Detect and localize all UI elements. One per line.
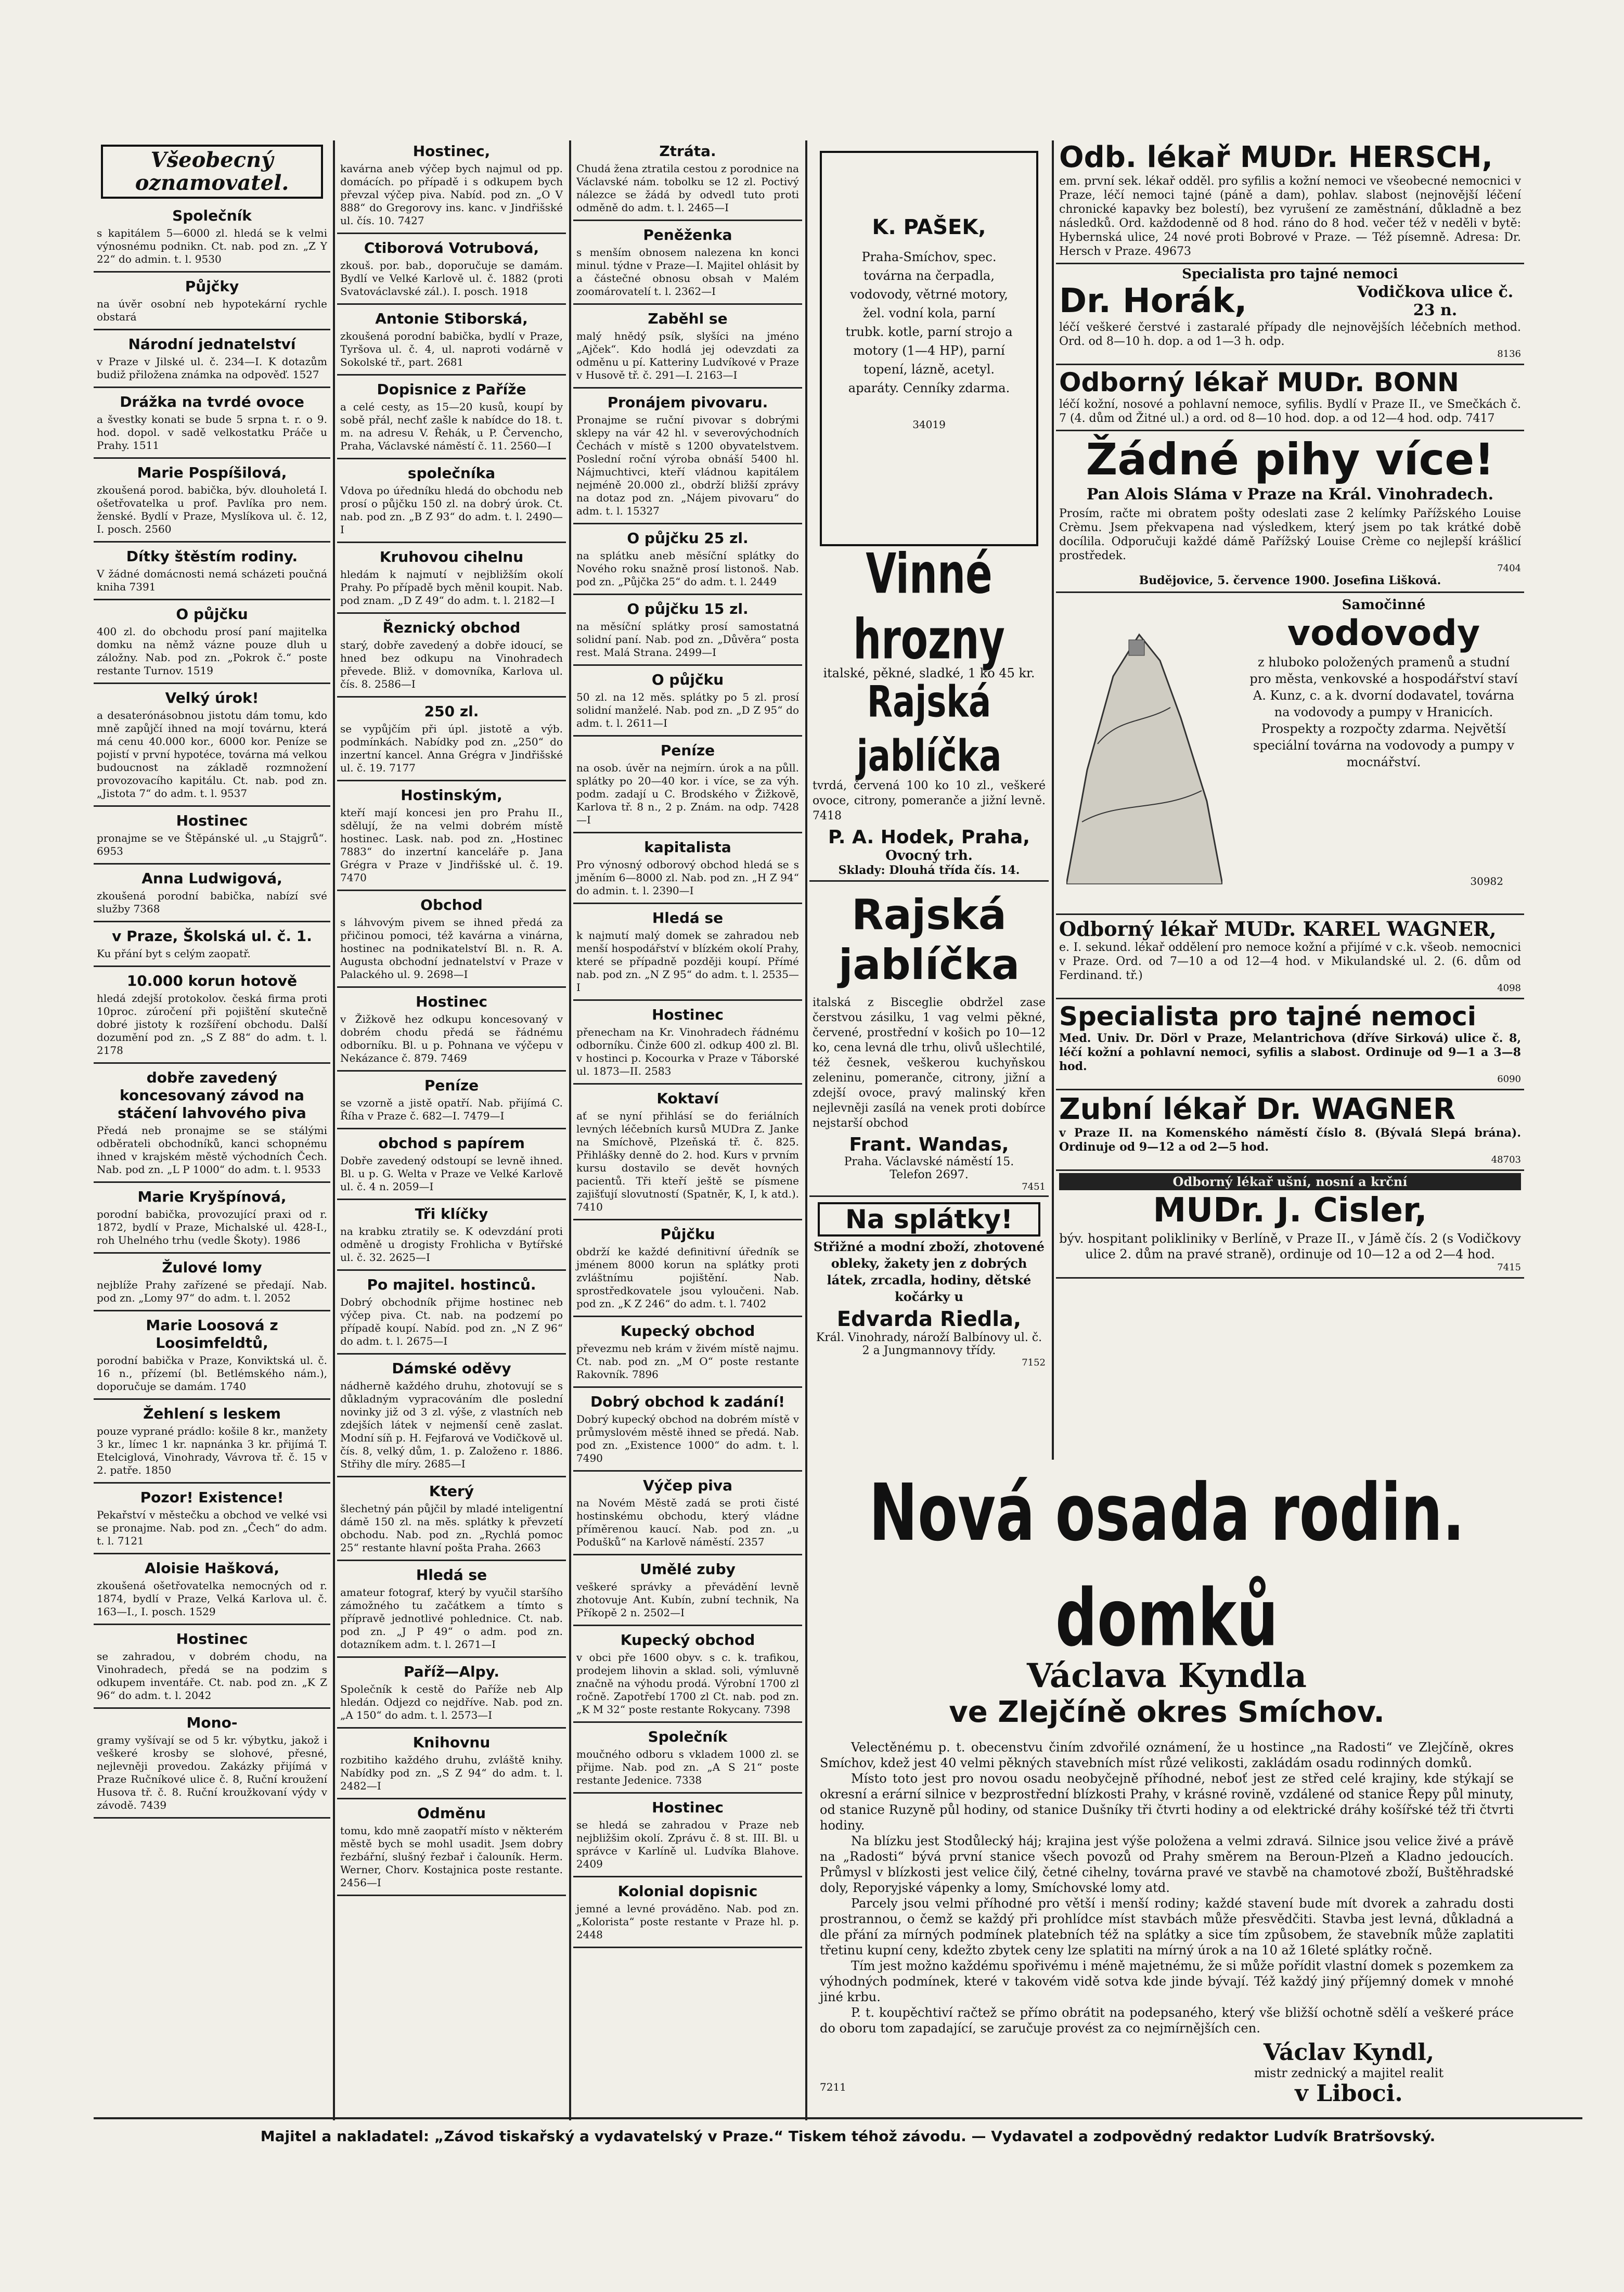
- classified-ad: [94, 546, 330, 600]
- classified-ad: [337, 379, 566, 459]
- ad-title: Dítky štěstím rodiny.: [126, 548, 298, 565]
- classified-ad: [94, 1712, 330, 1819]
- ad-title: Který: [429, 1483, 474, 1500]
- vodovody-title: vodovody: [1287, 613, 1480, 654]
- rajska2-ad: [809, 882, 1049, 1197]
- ad-text: s kapitálem 5—6000 zl. hledá se k velmi výnosnému podnikn. Ct. nab. pod zn. „Z Y 22“ do admin. t. l. 9530: [97, 227, 327, 265]
- classified-ad: [573, 1797, 802, 1877]
- ad-title: Tři klíčky: [415, 1205, 488, 1222]
- classified-ad: [573, 1629, 802, 1723]
- ad-title: Hledá se: [652, 909, 724, 926]
- ad-title: O půjčku: [651, 671, 724, 688]
- ad-title: Velký úrok!: [165, 689, 259, 706]
- specialista-ad: [1056, 999, 1524, 1090]
- ad-text: V žádné domácnosti nemá scházeti poučná kniha 7391: [97, 568, 327, 593]
- ad-text: 400 zl. do obchodu prosí paní majitelka domku na němž vázne pouze dluh u záložny. Nab. pod zn. „Pokrok č.“ poste restante Turnov. 1519: [97, 625, 327, 677]
- classified-ad: [573, 669, 802, 737]
- ad-title: Kupecký obchod: [620, 1631, 755, 1649]
- cisler-num: 7415: [1497, 1262, 1521, 1273]
- footer-imprint: Majitel a nakladatel: „Závod tiskařský a vydavatelský v Praze.“ Tiskem téhož závodu. — Vydavatel a zodpovědný redaktor Ludvík Bratršovský.: [260, 2128, 1436, 2145]
- ad-title: 10.000 korun hotově: [126, 972, 298, 989]
- classified-ad: [94, 1557, 330, 1625]
- classified-ad: [573, 907, 802, 1001]
- ad-text: zkoušená porod. babička, býv. dlouholetá I. ošetřovatelka u prof. Pavlíka pro nem. ženské. Bydlí v Praze, Myslíkova ul. č. 12, I. posch. 2560: [97, 484, 327, 535]
- vinne-text: italské, pěkné, sladké, 1 ko 45 kr.: [823, 666, 1035, 680]
- ad-text: v Praze v Jilské ul. č. 234—I. K dotazům budiž přiložena známka na odpověď. 1527: [97, 355, 327, 381]
- ad-title: Mono-: [186, 1714, 238, 1731]
- ad-title: Kolonial dopisnic: [617, 1883, 758, 1900]
- specialista-text: Med. Univ. Dr. Dörl v Praze, Melantrichova (dříve Sirková) ulice č. 8, léčí kožní a pohlavní nemoci, syfilis a slabost. Ordinuje od 9—1 a 3—8 hod.: [1059, 1032, 1521, 1073]
- ad-text: na Novém Městě zadá se proti čisté hostinskému obchodu, který vládne příměrenou kaucí. Nab. pod zn. „u Podušků“ na Karlově náměstí. 2357: [576, 1497, 799, 1548]
- classified-ad: [94, 925, 330, 967]
- ad-text: ať se nyní přihlásí se do feriálních levných léčebních kursů MUDra Z. Janke na Smíchově, Plzeňská tř. č. 825. Přihlášky denně do 2. hod. Kurs v prvním kursu dostavilo se devět hovných pacientů. Tři kteří ještě se písmene zajišťují slovutností (Spatněr, K, I, k atd.). 7410: [576, 1110, 799, 1213]
- pihy-sub: Pan Alois Sláma v Praze na Král. Vinohradech.: [1086, 485, 1494, 504]
- kyndl-osada-ad: [809, 1467, 1524, 2107]
- classified-ad: [573, 1881, 802, 1948]
- vinne-hrozny-ad: [809, 541, 1049, 882]
- ad-text: Pekařství v městečku a obchod ve velké vsi se pronajme. Nab. pod zn. „Čech“ do adm. t. l. 7121: [97, 1509, 327, 1547]
- ad-title: Národní jednatelství: [128, 336, 296, 353]
- wagner2-text: v Praze II. na Komenského náměstí číslo 8. (Bývalá Slepá brána). Ordinuje od 9—12 a od 2—5 hod.: [1059, 1126, 1521, 1154]
- wagner1-title: Odborný lékař MUDr. KAREL WAGNER,: [1059, 917, 1497, 941]
- ad-text: zkoušená porodní babička, bydlí v Praze, Tyršova ul. č. 4, ul. naproti vodárně v Sokolské tř., part. 2681: [340, 330, 563, 368]
- classified-ad: [573, 1320, 802, 1388]
- ad-text: na splátku aneb měsíční splátky do Nového roku snažně prosí listonoš. Nab. pod zn. „Půjčka 25“ do adm. t. l. 2449: [576, 549, 799, 588]
- ad-title: Marie Kryšpínová,: [137, 1188, 287, 1205]
- ad-title: Antonie Stiborská,: [375, 310, 528, 327]
- classified-ad: [573, 1391, 802, 1472]
- kyndl-text6: P. t. koupěchtiví račtež se přímo obrátit na podepsaného, který vše bližší ochotně sdělí a veškeré práce do oboru tom zapadající, se zaručuje provést za co nejmírnějších cen.: [820, 2005, 1514, 2036]
- wandas-name: Frant. Wandas,: [849, 1134, 1009, 1155]
- classified-ad: [573, 308, 802, 389]
- splatky-ad: [809, 1197, 1049, 1371]
- ad-title: Půjčku: [660, 1226, 715, 1243]
- classified-ad: [573, 1559, 802, 1626]
- ad-text: veškeré správky a převádění levně zhotovuje Ant. Kubín, zubní technik, Na Příkopě 2 n. 2502—I: [576, 1580, 799, 1619]
- classified-ad: [94, 868, 330, 922]
- classified-ad: [94, 603, 330, 684]
- ad-text: gramy vyšívají se od 5 kr. výbytku, jakož i veškeré krosby se slohové, přesné, nejlevněji provedou. Zakázky přijímá v Praze Ručníkové ulice č. 8, Ruční kroužení Husova tř. č. 8. Ruční kroužkovaní výdy v závodě. 7439: [97, 1734, 327, 1811]
- rajska1-text: tvrdá, červená 100 ko 10 zl., veškeré ovoce, citrony, pomeranče a jižní levně. 7418: [813, 779, 1046, 822]
- classified-ad: [337, 1358, 566, 1477]
- kyndl-sub2: ve Zlejčíně okres Smíchov.: [949, 1695, 1385, 1729]
- ad-title: Výčep piva: [642, 1477, 733, 1494]
- pasek-num: 34019: [912, 418, 946, 431]
- ad-title: Peníze: [424, 1077, 479, 1094]
- classified-ad: [94, 1403, 330, 1484]
- ad-title: Hostinec,: [413, 143, 491, 160]
- classified-ad: [94, 687, 330, 807]
- ad-text: v obci pře 1600 obyv. s c. k. trafikou, prodejem lihovin a sklad. soli, výmluvně značně na výhodu prodá. Výrobní 1700 zl ročně. Zapotřebí 1700 zl Ct. nab. pod zn. „K M 32“ poste restante Rokycany. 7398: [576, 1651, 799, 1716]
- kyndl-text2: Místo toto jest pro novou osadu neobyčejně příhodné, neboť jest ze střed celé krajiny, kde stýkají se okresní a erární silnice v bezprostřední blízkosti Prahy, v krásné rovině, vzdálené od stanice Řepy půl minuty, od stanice Ruzyně půl hodiny, od stanice Dušníky tři čtvrti hodiny a od elektrické dráhy košířské též tři čtvrti hodiny.: [820, 1771, 1514, 1833]
- ad-title: Odměnu: [417, 1805, 486, 1822]
- ad-title: Hostinec: [652, 1006, 724, 1023]
- column-divider: [569, 140, 571, 2120]
- classified-ad: [337, 1564, 566, 1658]
- ad-text: Dobře zavedený odstoupí se levně ihned. Bl. u p. G. Welta v Praze ve Velké Karlově ul. č. 4 n. 2059—I: [340, 1154, 563, 1193]
- kyndl-sub1: Václava Kyndla: [1027, 1656, 1307, 1695]
- ad-title: Pozor! Existence!: [140, 1489, 284, 1506]
- ad-text: převezmu neb krám v živém místě najmu. Ct. nab. pod zn. „M O“ poste restante Rakovník. 7896: [576, 1342, 799, 1381]
- vodovody-text: z hluboko položených pramenů a studní pro města, venkovské a hospodářství staví A. Kunz, c. a k. dvorní dodavatel, továrna na vodovody a pumpy v Hranicích. Prospekty a rozpočty zdarma. Největší speciální továrna na vodovody a pumpy v mocnářství.: [1249, 655, 1518, 769]
- ad-text: tomu, kdo mně zaopatří místo v některém městě bych se mohl usadit. Jsem dobry řezbářní, slušný řezbař i čalouník. Herm. Werner, Chorv. Kostajnica poste restante. 2456—I: [340, 1824, 563, 1889]
- ad-text: a celé cesty, as 15—20 kusů, koupí by sobě přál, nechť zašle k nabídce do 18. t. m. na adresu V. Řehák, u P. Červencho, Praha, Václavské náměstí č. 11. 2560—I: [340, 401, 563, 452]
- classified-ad: [337, 784, 566, 891]
- splatky-text: Střižné a modní zboží, zhotovené obleky, žakety jen z dobrých látek, zrcadla, hodiny, dětské kočárky u: [814, 1239, 1045, 1304]
- horak-pre: Specialista pro tajné nemoci: [1182, 266, 1398, 282]
- wagner1-text: e. I. sekund. lékař oddělení pro nemoce kožní a přijímé v c.k. všeob. nemocnici v Praze. Ord. od 7—10 a od 12—4 hod. v Mikulandské ul. 2. (6. dům od Ferdinand. tř.): [1059, 941, 1521, 982]
- horak-name: Dr. Horák,: [1059, 282, 1247, 320]
- bonn-text: léčí kožní, nosové a pohlavní nemoce, syfilis. Bydlí v Praze II., ve Smečkách č. 7 (4. dům od Žitné ul.) a ord. od 8—10 hod. dop. a od 12—4 hod. odp. 7417: [1059, 398, 1521, 425]
- wagner2-ad: [1056, 1090, 1524, 1171]
- footer-rule: [94, 2117, 1582, 2119]
- classified-ad: [337, 462, 566, 543]
- classified-ad: [337, 1203, 566, 1271]
- ad-title: Půjčky: [185, 278, 239, 295]
- ad-text: se vypůjčím při úpl. jistotě a výb. podmínkách. Nabídky pod zn. „250“ do inzertní kancel. Anna Grégra v Jindřišské ul. č. 19. 7177: [340, 723, 563, 774]
- pihy-text: Prosím, račte mi obratem pošty odeslati zase 2 kelímky Pařížského Louise Crèmu. Jsem překvapena nad výsledkem, který jsem po tak krátké době docílila. Odporučuji každé dámě Pařížský Louise Crème co nejlepší krášlicí prostředek.: [1059, 507, 1521, 562]
- ad-title: Peněženka: [643, 226, 732, 243]
- vinne-title: Vinné hrozny: [853, 541, 1005, 672]
- ad-text: zkoušená porodní babička, nabízí své služby 7368: [97, 890, 327, 915]
- ad-text: hledám k najmutí v nejbližším okolí Prahy. Po případě bych měnil koupit. Nab. pod znam. „D Z 49“ do adm. t. l. 2182—I: [340, 568, 563, 607]
- ad-title: Hostinec: [176, 812, 248, 829]
- rajska1-title: Rajská jablíčka: [856, 677, 1002, 782]
- ad-title: Hostinec: [176, 1630, 248, 1647]
- ad-text: obdrží ke každé definitivní úředník se jménem 8000 korun na splátky proti zvláštnímu pojištění. Nab. sprostředkovatele jsou vyloučeni. Nab. pod zn. „K Z 246“ do adm. t. l. 7402: [576, 1245, 799, 1310]
- ad-text: Ku přání byt s celým zaopatř.: [97, 947, 251, 960]
- ad-text: na osob. úvěr na nejmírn. úrok a na půll. splátky po 20—40 kor. i více, se za výh. podm. zadají u C. Brodského v Žižkově, Karlova tř. 8 n., 2 p. Znám. na odp. 7428—I: [576, 762, 799, 826]
- hersch-text: em. první sek. lékař odděl. pro syfilis a kožní nemoci ve všeobecné nemocnici v Praze, léčí nemoci tajné (páně a dam), pohlav. slabost (nejnovější léčení chronické kapavky bez bolestí), bez vyrušení ze zaměstnání, důkladně a bez následků. Ord. každodenně od 8 hod. ráno do 8 hod. večer též v neděli v bytě: Hybernská ulice, 24 nové proti Bobrové v Praze. — Též písemně. Adresa: Dr. Hersch v Praze. 49673: [1059, 175, 1521, 258]
- classified-ad: [94, 391, 330, 459]
- kyndl-text3: Na blízku jest Stodůlecký háj; krajina jest výše položena a velmi zdravá. Silnice jsou velice živé a právě na „Radosti“ bývá první stanice všech povozů od Prahy směrem na Beroun-Plzeň a Kladno jedoucích. Průmysl v blízkosti jest velice čilý, četné cihelny, továrna pravé ve stavbě na chamotové zboží, Buštěhradské doly, Reporyjské vápenky a lomy, Smíchovské lomy atd.: [820, 1834, 1514, 1895]
- wagner2-title: Zubní lékař Dr. WAGNER: [1059, 1092, 1456, 1126]
- column-3: [573, 140, 802, 2126]
- classified-ad: [573, 140, 802, 221]
- classified-ad: [573, 1224, 802, 1317]
- ad-text: hledá zdejší protokolov. česká firma proti 10proc. zúročení při pojištění skutečně dobré jistoty k rozšíření obchodu. Další dozumění pod zn. „S Z 88“ do adm. t. l. 2178: [97, 992, 327, 1057]
- ad-text: 50 zl. na 12 měs. splátky po 5 zl. prosí solidní manželé. Nab. pod zn. „D Z 95“ do adm. t. l. 2611—I: [576, 691, 799, 729]
- wagner1-ad: [1056, 915, 1524, 999]
- wandas-num: 7451: [1022, 1181, 1046, 1192]
- ad-title: Hledá se: [416, 1566, 487, 1583]
- classified-ad: [337, 617, 566, 698]
- ad-text: jemné a levné prováděno. Nab. pod zn. „Kolorista“ poste restante v Praze hl. p. 2448: [576, 1902, 799, 1941]
- kyndl-place: v Liboci.: [1295, 2080, 1403, 2107]
- wandas-addr: Praha. Václavské náměstí 15.: [844, 1155, 1014, 1168]
- horak-ad: [1056, 264, 1524, 365]
- ad-title: Po majitel. hostinců.: [367, 1276, 536, 1293]
- classified-ad: [573, 1726, 802, 1794]
- classified-ad: [94, 205, 330, 273]
- horak-num: 8136: [1497, 349, 1521, 359]
- classified-ad: [337, 1274, 566, 1355]
- column-divider: [1052, 140, 1054, 1460]
- cisler-name: MUDr. J. Cisler,: [1153, 1191, 1427, 1230]
- classified-ad: [94, 333, 330, 388]
- ad-title: Hostinským,: [401, 787, 502, 804]
- ad-text: Dobrý kupecký obchod na dobrém místě v průmyslovém městě ihned se předá. Nab. pod zn. „Existence 1000“ do adm. t. l. 7490: [576, 1413, 799, 1464]
- classified-ad: [573, 527, 802, 595]
- kyndl-num: 7211: [820, 2081, 846, 2093]
- classified-ad: [94, 1487, 330, 1554]
- ad-title: Koktaví: [656, 1090, 719, 1107]
- column-1: [94, 140, 330, 2126]
- ad-title: Anna Ludwigová,: [141, 870, 282, 887]
- ad-title: Zaběhl se: [648, 310, 728, 327]
- ad-title: Kruhovou cihelnu: [379, 548, 524, 565]
- kyndl-text4: Parcely jsou velmi příhodné pro větší i menší rodiny; každé stavení bude mít dvorek a zahradu dosti prostrannou, o čemž se každý při prohlídce míst stavbách může přesvědčiti. Stavba jest levná, důkladná a dle přání za mírných podmínek platebních též na splátky a sice tím způsobem, že stavebník může zaplatiti třetinu kupní ceny, kdežto zbytek ceny lze splatiti na mírný úrok a na 10 až 16leté splátky ročně.: [820, 1896, 1514, 1958]
- kyndl-sign: Václav Kyndl,: [1263, 2039, 1435, 2066]
- ad-title: Obchod: [420, 896, 483, 913]
- ad-text: Dobrý obchodník přijme hostinec neb výčep piva. Ct. nab. na podzemí po případě koupí. Nabíd. pod zn. „N Z 96“ do adm. t. l. 2675—I: [340, 1296, 563, 1347]
- classified-ad: [94, 1257, 330, 1311]
- pihy-num: 7404: [1497, 563, 1521, 574]
- ad-title: Paříž—Alpy.: [404, 1663, 499, 1680]
- rajska2-text: italská z Bisceglie obdržel zase čerstvou zásilku, 1 vag velmi pěkné, červené, prostřední v košich po 10—12 ko, cena levná dle trhu, olivů ušlechtilé, též česnek, veškerou kuchyňskou zeleninu, pomeranče, citrony, jižní a zdejší ovoce, pravý malinský křen nejlevněji zasílá na venek proti dobírce nejstarší obchod: [813, 996, 1046, 1130]
- ad-title: obchod s papírem: [378, 1135, 525, 1152]
- classified-ad: [94, 1315, 330, 1400]
- ad-text: porodní babička, provozující praxi od r. 1872, bydlí v Praze, Michalské ul. 428-I., roh Uhelného trhu (vedle Škoty). 1986: [97, 1208, 327, 1246]
- ad-text: se vzorně a jistě opatří. Nab. přijímá C. Říha v Praze č. 682—I. 7479—I: [340, 1097, 563, 1122]
- classified-ad: [94, 1628, 330, 1709]
- ad-title: Řeznický obchod: [382, 619, 521, 636]
- ad-text: na úvěr osobní neb hypotekární rychle obstará: [97, 298, 327, 323]
- ad-title: Hostinec: [416, 993, 487, 1010]
- splatky-title: Na splátky!: [818, 1202, 1040, 1237]
- ad-text: pronajme se ve Štěpánské ul. „u Stajgrů“. 6953: [97, 832, 327, 857]
- cisler-pre: Odborný lékař ušní, nosní a krční: [1059, 1173, 1521, 1190]
- ad-title: Peníze: [660, 742, 715, 759]
- column-divider: [333, 140, 335, 2120]
- ad-title: Marie Pospíšilová,: [137, 464, 287, 481]
- ad-title: Žehlení s leskem: [143, 1405, 281, 1422]
- pasek-text: Praha-Smíchov, spec. továrna na čerpadla, vodovody, větrné motory, žel. vodní kola, parní trubk. kotle, parní strojo a motory (1—4 HP), parní topení, lázně, acetyl. aparáty. Cenníky zdarma.: [845, 250, 1013, 395]
- hodek-addr: Sklady: Dlouhá třída čís. 14.: [838, 864, 1020, 877]
- ad-text: Pronajme se ruční pivovar s dobrými sklepy na vár 42 hl. v severovýchodních Čechách v místě s 1200 obyvatelstvem. Poslední roční výroba obnáší 5400 hl. Nájmuchtivci, kteří vládnou kapitálem nejméně 20.000 zl., obdrží bližší zprávy na dotaz pod zn. „Nájem pivovaru“ do adm. t. l. 15327: [576, 414, 799, 517]
- ad-title: v Praze, Školská ul. č. 1.: [112, 928, 312, 945]
- pihy-title: Žádné pihy více!: [1086, 434, 1494, 485]
- ad-text: nejblíže Prahy zařízené se předají. Nab. pod zn. „Lomy 97“ do adm. t. l. 2052: [97, 1279, 327, 1304]
- classified-ad: [573, 598, 802, 666]
- kyndl-sign2: mistr zednický a majitel realit: [1254, 2066, 1444, 2080]
- classified-ad: [573, 740, 802, 833]
- classified-ad: [94, 970, 330, 1064]
- ad-text: se zahradou, v dobrém chodu, na Vinohradech, předá se na podzim s odkupem inventáře. Ct. nab. pod zn. „K Z 96“ do adm. t. l. 2042: [97, 1650, 327, 1702]
- ad-title: Dobrý obchod k zadání!: [590, 1393, 785, 1410]
- hersch-title: Odb. lékař MUDr. HERSCH,: [1059, 140, 1493, 174]
- ad-text: pouze vyprané prádlo: košile 8 kr., manžety 3 kr., límec 1 kr. napnánka 3 kr. přijímá T. Etelciglová, Vinohrady, Vávrova tř. č. 15 v 2. patře. 1850: [97, 1425, 327, 1476]
- ad-text: a desaterónásobnou jistotu dám tomu, kdo mně zapůjčí ihned na mojí továrnu, která má cenu 40.000 kor., 6000 kor. Peníze se pojistí v první hypotéce, továrna má velkou budoucnost na základě rozmnožení provozovacího kapitálu. Ct. nab. pod zn. „Jistota 7“ do adm. t. l. 9537: [97, 709, 327, 800]
- ad-text: se hledá se zahradou v Praze neb nejbližšim okolí. Zprávu č. 8 st. III. Bl. u správce v Karlíně ul. Ludvíka Blahove. 2409: [576, 1819, 799, 1870]
- ad-text: amateur fotograf, který by vyučil staršího zámožného tu začátkem a tímto s přípravě jednotlivé pohlednice. Ct. nab. pod zn. „J P 49“ o adm. pod zn. dotazníkem adm. t. l. 2671—I: [340, 1586, 563, 1651]
- classified-ad: [337, 546, 566, 614]
- ad-text: Pro výnosný odborový obchod hledá se s jměním 6—8000 zl. Nab. pod zn. „H Z 94“ do admin. t. l. 2390—I: [576, 858, 799, 897]
- ad-title: Umělé zuby: [640, 1561, 736, 1578]
- ad-text: na měsíční splátky prosí samostatná solidní paní. Nab. pod zn. „Důvěra“ posta rest. Malá Strana. 2499—I: [576, 620, 799, 659]
- ad-text: Chudá žena ztratila cestou z porodnice na Václavské nám. tobolku se 12 zl. Poctivý nálezce se žádá by odvedl tuto proti odměně do adm. t. l. 2465—I: [576, 162, 799, 214]
- ad-text: Společník k cestě do Paříže neb Alp hledán. Odjezd co nejdříve. Nab. pod zn. „A 150“ do adm. t. l. 2573—I: [340, 1683, 563, 1721]
- ad-title: Knihovnu: [413, 1734, 491, 1751]
- ad-text: moučného odboru s vkladem 1000 zl. se přijme. Nab. pod zn. „A S 21“ poste restante Jedenice. 7338: [576, 1748, 799, 1786]
- kyndl-text1: Velectěnému p. t. obecenstvu činím zdvořilé oznámení, že u hostince „na Radosti“ ve Zlejčíně, okres Smíchov, kdež jest 40 velmi pěkných stavebních míst růzé velikosti, zakládám osadu rodinných domků.: [820, 1740, 1514, 1770]
- ad-text: kteří mají koncesi jen pro Prahu II., sdělují, že na velmi dobrém místě hostinec. Lask. nab. pod zn. „Hostinec 7883“ do inzertní kanceláře p. Jana Grégra v Praze v Jindřišské ul. č. 19. 7470: [340, 806, 563, 884]
- ad-title: Aloisie Hašková,: [145, 1560, 279, 1577]
- pasek-name: K. PAŠEK,: [872, 215, 986, 239]
- riedl-addr: Král. Vinohrady, nároží Balbínovy ul. č. 2 a Jungmannovy třídy.: [816, 1331, 1042, 1357]
- classified-ad: [337, 1661, 566, 1729]
- ad-text: k najmutí malý domek se zahradou neb menší hospodářství v blízkém okolí Prahy, které se případně později koupí. Přímé nab. pod zn. „N Z 95“ do adm. t. l. 2535—I: [576, 929, 799, 994]
- classified-ad: [573, 392, 802, 524]
- ad-title: Společník: [172, 207, 252, 224]
- cisler-text: býv. hospitant polikliniky v Berlíně, v Praze II., v Jámě čís. 2 (s Vodičkovy ulice 2. dům na pravé straně), ordinuje od 10—12 a od 2—4 hod.: [1059, 1231, 1521, 1261]
- pasek-ad: [820, 151, 1038, 546]
- ad-title: Kupecký obchod: [620, 1322, 755, 1340]
- vodovody-pre: Samočinné: [1342, 597, 1426, 613]
- pihy-ad: [1056, 431, 1524, 593]
- classified-ad: [573, 1088, 802, 1220]
- mountain-illustration: [1066, 614, 1222, 884]
- ad-text: nádherně každého druhu, zhotovují se s důkladným vypracováním dle poslední novinky již od 3 zl. výše, z vlastních neb zdejších látek v nejmenší ceně zaslat. Modní síň p. H. Fejfarová ve Vodičkově ul. čís. 8, velký dům, 1. p. Založeno r. 1886. Střihy dle míry. 2685—I: [340, 1380, 563, 1470]
- classified-ad: [94, 462, 330, 543]
- ad-title: dobře zavedený koncesovaný závod na stáčení lahvového piva: [118, 1069, 306, 1122]
- section-header: Všeobecný oznamovatel.: [101, 145, 323, 199]
- cisler-ad: [1056, 1171, 1524, 1279]
- column-2: [337, 140, 566, 2126]
- ad-text: Předá neb pronajme se se stálými odběrateli obchodníků, kanci schopnému ihned v krajském městě východních Čech. Nab. pod zn. „L P 1000“ do adm. t. l. 9533: [97, 1124, 327, 1176]
- ad-title: Pronájem pivovaru.: [607, 394, 768, 411]
- ad-title: O půjčku 15 zl.: [627, 600, 749, 617]
- column-divider: [805, 140, 807, 2120]
- wagner2-num: 48703: [1491, 1154, 1521, 1165]
- classified-ad: [337, 1732, 566, 1799]
- ad-text: přenecham na Kr. Vinohradech řádnému odborníku. Činže 600 zl. odkup 400 zl. Bl. v hostinci p. Kocourka v Praze v Táborské ul. 1873—II. 2583: [576, 1026, 799, 1077]
- ad-text: malý hnědý psík, slyšíci na jméno „Ajček“. Kdo hodlá jej odevzdati za odměnu u pí. Katteriny Ludvíkové v Praze v Husově tř. č. 291—I. 2163—I: [576, 330, 799, 381]
- wandas-tel: Telefon 2697.: [890, 1168, 969, 1181]
- ad-text: rozbitiho každého druhu, zvláště knihy. Nabídky pod zn. „S Z 94“ do adm. t. l. 2482—I: [340, 1754, 563, 1792]
- ad-title: Ctiborová Votrubová,: [364, 239, 539, 256]
- bonn-ad: [1056, 365, 1524, 431]
- ad-text: s menším obnosem nalezena kn konci minul. týdne v Praze—I. Majitel ohlásit by a částečné obnosu obsah v Malém zoomárovatelí t. l. 2362—I: [576, 246, 799, 298]
- kyndl-title: Nová osada rodin. domků: [869, 1467, 1465, 1664]
- wagner1-num: 4098: [1497, 983, 1521, 994]
- specialista-title: Specialista pro tajné nemoci: [1059, 1001, 1476, 1032]
- classified-ad: [337, 308, 566, 376]
- vodovody-num: 30982: [1470, 875, 1503, 887]
- ad-title: kapitalista: [644, 839, 731, 856]
- bonn-title: Odborný lékař MUDr. BONN: [1059, 367, 1459, 397]
- rajska2-title: Rajská jablíčka: [838, 891, 1020, 989]
- ad-title: Marie Loosová z Loosimfeldtů,: [146, 1317, 278, 1351]
- ad-title: Ztráta.: [659, 143, 716, 160]
- ad-text: starý, dobře zavedený a dobře idoucí, se hned bez odkupu na Vinohradech převede. Bliž. v domovníka, Karlova ul. čís. 8. 2586—I: [340, 639, 563, 690]
- ad-text: zkoušená ošetřovatelka nemocných od r. 1874, bydlí v Praze, Velká Karlova ul. č. 163—I., I. posch. 1529: [97, 1579, 327, 1618]
- ad-text: kavárna aneb výčep bych najmul od pp. domácích. po případě i s odkupem bych převzal výčep piva. Nabíd. pod zn. „O V 888“ do Gregorovy ins. kanc. v Jindřišské ul. čís. 10. 7427: [340, 162, 563, 227]
- ad-title: Dopisnice z Paříže: [377, 381, 526, 398]
- ad-title: Hostinec: [652, 1799, 724, 1816]
- ad-text: a švestky konati se bude 5 srpna t. r. o 9. hod. dopol. v sadě velkostatku Práče u Prahy. 1511: [97, 413, 327, 452]
- ad-title: O půjčku 25 zl.: [627, 530, 749, 547]
- vodovody-ad: [1056, 593, 1524, 915]
- classified-ad: [337, 140, 566, 234]
- ad-text: s láhvovým pivem se ihned předá za přičinou pomoci, též kavárna a vinárna, hostinec na podnikatelství Bl. n. R. A. Augusta obchodní jednatelství v Praze v Palackého ul. 9. 2698—I: [340, 916, 563, 981]
- classified-ad: [573, 224, 802, 305]
- ad-text: na krabku ztratily se. K odevzdání proti odměně u drogisty Frohlicha v Bytířské ul. č. 32. 2625—I: [340, 1225, 563, 1264]
- classified-ad: [94, 1186, 330, 1254]
- classified-ad: [337, 894, 566, 988]
- ad-title: Žulové lomy: [162, 1259, 262, 1276]
- classified-ad: [337, 701, 566, 781]
- ad-text: Vdova po úředníku hledá do obchodu neb prosí o půjčku 150 zl. na dobrý úrok. Ct. nab. pod zn. „B Z 93“ do adm. t. l. 2490—I: [340, 484, 563, 536]
- specialista-num: 6090: [1497, 1074, 1521, 1085]
- hodek-sub: Ovocný trh.: [885, 848, 973, 864]
- classified-ad: [573, 1004, 802, 1085]
- horak-addr: Vodičkova ulice č. 23 n.: [1357, 283, 1514, 319]
- hersch-ad: [1056, 140, 1524, 264]
- riedl-num: 7152: [1022, 1357, 1046, 1368]
- classified-ad: [94, 810, 330, 865]
- hodek-name: P. A. Hodek, Praha,: [828, 827, 1030, 848]
- ad-title: O půjčku: [176, 606, 248, 623]
- riedl-name: Edvarda Riedla,: [836, 1307, 1022, 1331]
- ad-title: 250 zl.: [424, 703, 479, 720]
- classified-ad: [337, 1075, 566, 1129]
- classified-ad: [94, 276, 330, 330]
- ad-title: Dámské oděvy: [392, 1360, 511, 1377]
- classified-ad: [573, 836, 802, 904]
- ad-title: společníka: [407, 465, 496, 482]
- pihy-sign: Budějovice, 5. července 1900. Josefina Lišková.: [1139, 574, 1441, 587]
- classified-ad: [337, 1802, 566, 1896]
- horak-text: léčí veškeré čerstvé i zastaralé případy dle nejnovějších léčebních method. Ord. od 8—10 h. dop. a od 1—3 h. odp.: [1059, 321, 1521, 348]
- ad-title: Společník: [648, 1728, 728, 1745]
- classified-ad: [337, 237, 566, 305]
- ad-text: porodní babička v Praze, Konviktská ul. č. 16 n., přízemí (bl. Betlémského nám.), doporučuje se damám. 1740: [97, 1354, 327, 1393]
- classified-ad: [573, 1475, 802, 1555]
- classified-ad: [337, 1132, 566, 1200]
- ad-title: Drážka na tvrdé ovoce: [120, 393, 304, 410]
- ad-text: šlechetný pán půjčil by mladé inteligentní dámě 150 zl. na měs. splátky k převzetí obchodu. Nab. pod zn. „Rychlá pomoc 25“ restante hlavní pošta Praha. 2663: [340, 1502, 563, 1554]
- ad-text: v Žižkově hez odkupu koncesovaný v dobrém chodu předá se řádnému odborníku. Bl. u p. Pohnana ve výčepu v Nekázance č. 879. 7469: [340, 1013, 563, 1064]
- classified-ad: [337, 991, 566, 1072]
- ad-text: zkouš. por. bab., doporučuje se damám. Bydlí ve Velké Karlově ul. č. 1882 (proti Svatováclavské zál.). I. posch. 1918: [340, 259, 563, 298]
- classified-ad: [337, 1480, 566, 1561]
- kyndl-text5: Tím jest možno každému spořivému i méně majetnému, že si může pořídit vlastní domek s pozemkem za výhodných podmínek, které v takovém vidě sotva kde jinde bývají. Též každý jiný příjemný domek v mnohé jiné krbu.: [820, 1959, 1514, 2004]
- classified-ad: [94, 1067, 330, 1183]
